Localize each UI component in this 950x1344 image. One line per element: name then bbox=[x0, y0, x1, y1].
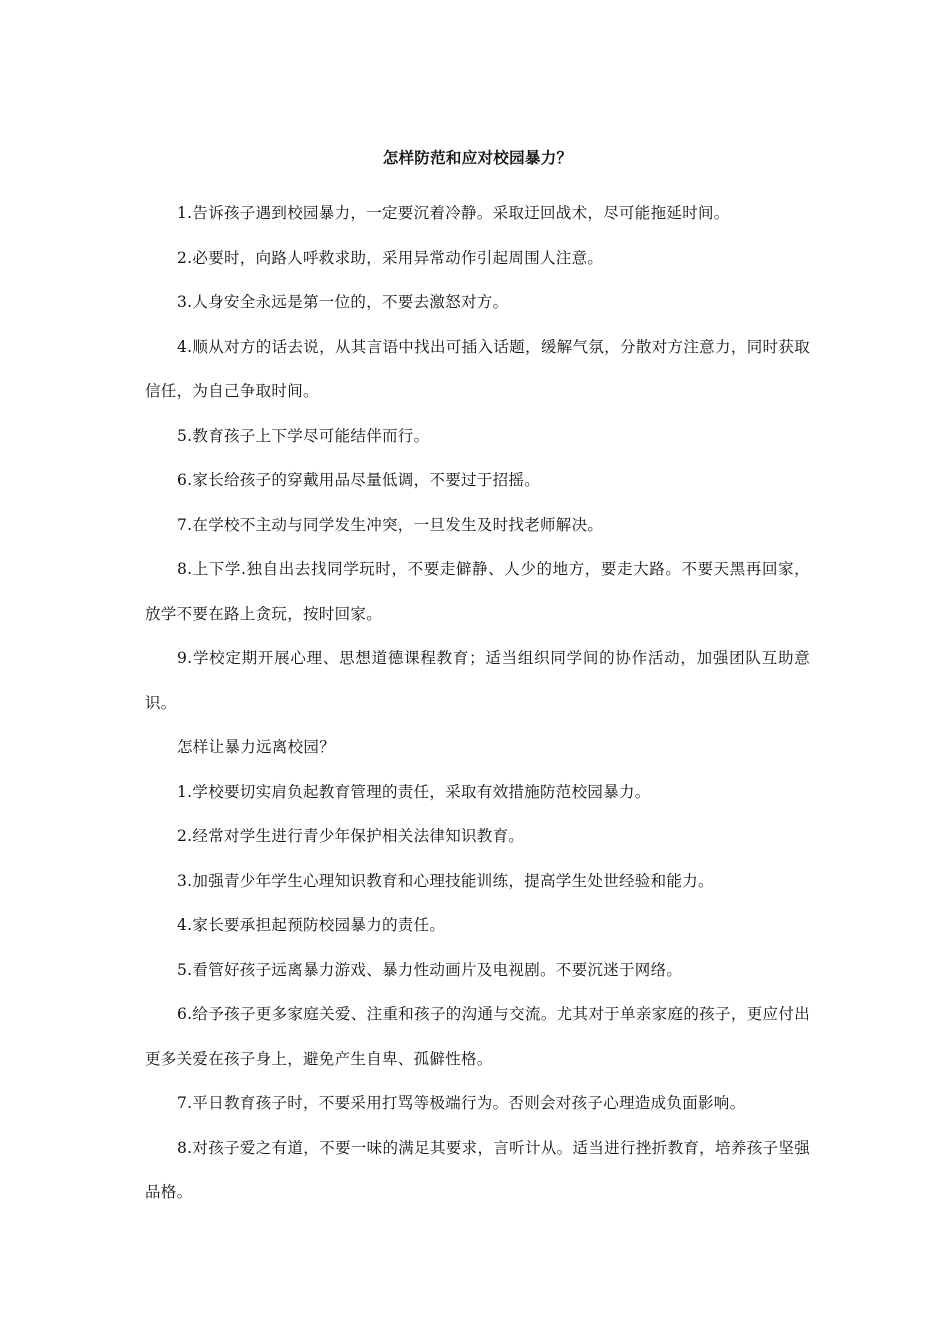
list-item: 7.在学校不主动与同学发生冲突，一旦发生及时找老师解决。 bbox=[177, 515, 604, 534]
list-item: 6.家长给孩子的穿戴用品尽量低调，不要过于招摇。 bbox=[177, 471, 540, 489]
list-item: 4.顺从对方的话去说，从其言语中找出可插入话题，缓解气氛，分散对方注意力，同时获取信任，为自己争取时间。 bbox=[145, 337, 810, 400]
list-item: 8.上下学.独自出去找同学玩时，不要走僻静、人少的地方，要走大路。不要天黑再回家，放学不要在路上贪玩，按时回家。 bbox=[145, 560, 810, 623]
list-item: 4.家长要承担起预防校园暴力的责任。 bbox=[177, 916, 446, 934]
list-item: 7.平日教育孩子时，不要采用打骂等极端行为。否则会对孩子心理造成负面影响。 bbox=[177, 1094, 746, 1112]
document-page bbox=[145, 146, 810, 1215]
section-prevention bbox=[145, 191, 810, 725]
list-item: 3.人身安全永远是第一位的，不要去激怒对方。 bbox=[177, 293, 509, 311]
list-item: 2.必要时，向路人呼救求助，采用异常动作引起周围人注意。 bbox=[177, 248, 604, 267]
document-title: 怎样防范和应对校园暴力？ bbox=[382, 148, 573, 167]
list-item: 1.学校要切实肩负起教育管理的责任，采取有效措施防范校园暴力。 bbox=[177, 782, 651, 801]
list-item: 5.教育孩子上下学尽可能结伴而行。 bbox=[177, 426, 430, 445]
list-item: 2.经常对学生进行青少年保护相关法律知识教育。 bbox=[177, 827, 525, 845]
list-item: 8.对孩子爱之有道，不要一味的满足其要求，言听计从。适当进行挫折教育，培养孩子坚强品格。 bbox=[145, 1138, 810, 1201]
section-keep-violence-away bbox=[145, 725, 810, 1215]
list-item: 3.加强青少年学生心理知识教育和心理技能训练，提高学生处世经验和能力。 bbox=[177, 871, 714, 890]
section-heading: 怎样让暴力远离校园？ bbox=[177, 738, 336, 756]
list-item: 1.告诉孩子遇到校园暴力，一定要沉着冷静。采取迂回战术，尽可能拖延时间。 bbox=[177, 204, 730, 222]
list-item: 5.看管好孩子远离暴力游戏、暴力性动画片及电视剧。不要沉迷于网络。 bbox=[177, 960, 683, 979]
list-item: 9.学校定期开展心理、思想道德课程教育；适当组织同学间的协作活动，加强团队互助意识。 bbox=[145, 649, 810, 712]
list-item: 6.给予孩子更多家庭关爱、注重和孩子的沟通与交流。尤其对于单亲家庭的孩子，更应付出更多关爱在孩子身上，避免产生自卑、孤僻性格。 bbox=[145, 1005, 810, 1068]
